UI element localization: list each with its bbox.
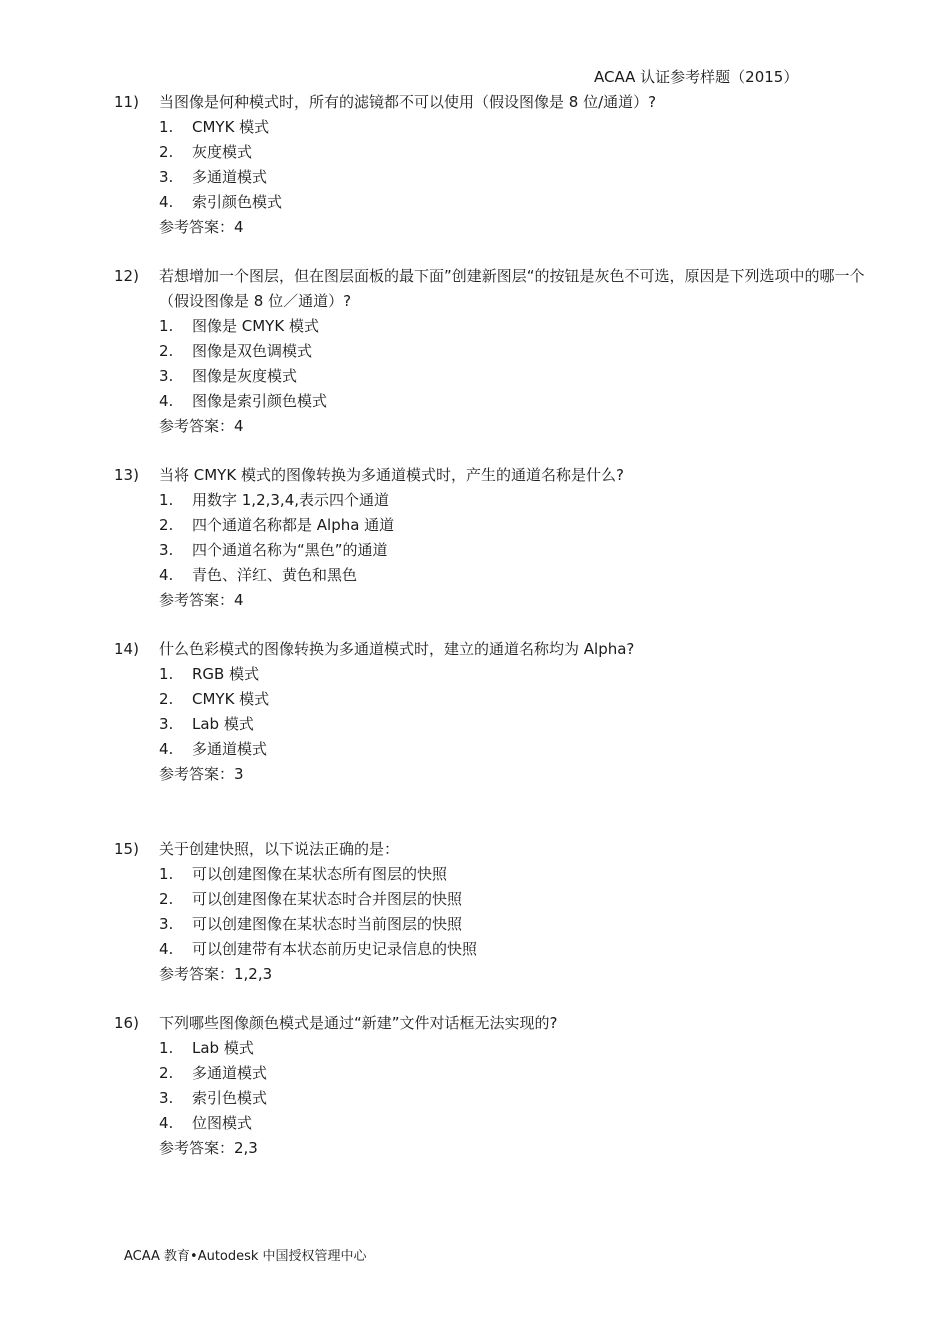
option-text: Lab 模式 [192, 1039, 254, 1057]
question-stem [0, 264, 950, 314]
question-number: 14) [114, 640, 139, 658]
option-2 [0, 1061, 950, 1086]
option-text: 青色、洋红、黄色和黑色 [192, 566, 358, 584]
option-number: 4. [159, 940, 174, 958]
option-text: Lab 模式 [192, 715, 254, 733]
option-number: 2. [159, 516, 174, 534]
option-1 [0, 115, 950, 140]
option-text: CMYK 模式 [192, 118, 270, 136]
option-3 [0, 165, 950, 190]
reference-answer: 参考答案：4 [159, 591, 244, 609]
option-number: 4. [159, 1114, 174, 1132]
question-12 [0, 264, 950, 439]
question-stem [0, 1011, 950, 1036]
option-text: 可以创建图像在某状态时合并图层的快照 [192, 890, 463, 908]
option-number: 2. [159, 143, 174, 161]
option-4 [0, 1111, 950, 1136]
option-1 [0, 314, 950, 339]
option-4 [0, 389, 950, 414]
option-2 [0, 513, 950, 538]
option-text: 图像是 CMYK 模式 [192, 317, 319, 335]
option-number: 1. [159, 491, 174, 509]
question-14 [0, 637, 950, 787]
option-1 [0, 488, 950, 513]
option-number: 1. [159, 317, 174, 335]
option-4 [0, 190, 950, 215]
option-4 [0, 737, 950, 762]
option-number: 1. [159, 665, 174, 683]
option-text: 图像是索引颜色模式 [192, 392, 328, 410]
question-stem [0, 90, 950, 115]
option-text: 可以创建图像在某状态所有图层的快照 [192, 865, 448, 883]
question-text: 当图像是何种模式时，所有的滤镜都不可以使用（假设图像是 8 位/通道）? [159, 93, 657, 111]
option-number: 2. [159, 890, 174, 908]
option-text: 四个通道名称为“黑色”的通道 [192, 541, 388, 559]
option-text: 多通道模式 [192, 1064, 268, 1082]
question-number: 15) [114, 840, 139, 858]
option-text: 用数字 1,2,3,4,表示四个通道 [192, 491, 390, 509]
question-15 [0, 837, 950, 987]
reference-answer: 参考答案：4 [159, 218, 244, 236]
option-text: 灰度模式 [192, 143, 253, 161]
option-3 [0, 364, 950, 389]
option-number: 2. [159, 1064, 174, 1082]
option-number: 3. [159, 168, 174, 186]
option-number: 2. [159, 690, 174, 708]
option-2 [0, 339, 950, 364]
option-1 [0, 1036, 950, 1061]
question-stem [0, 463, 950, 488]
option-number: 4. [159, 566, 174, 584]
option-number: 4. [159, 392, 174, 410]
question-number: 12) [114, 267, 139, 285]
page-footer: ACAA 教育•Autodesk 中国授权管理中心 [124, 1249, 367, 1264]
option-4 [0, 937, 950, 962]
question-text: 关于创建快照，以下说法正确的是： [159, 840, 400, 858]
option-text: 图像是双色调模式 [192, 342, 313, 360]
option-1 [0, 862, 950, 887]
option-text: 可以创建带有本状态前历史记录信息的快照 [192, 940, 478, 958]
option-3 [0, 1086, 950, 1111]
question-number: 13) [114, 466, 139, 484]
option-1 [0, 662, 950, 687]
question-text: 下列哪些图像颜色模式是通过“新建”文件对话框无法实现的? [159, 1014, 558, 1032]
reference-answer: 参考答案：3 [159, 765, 244, 783]
question-text: 当将 CMYK 模式的图像转换为多通道模式时，产生的通道名称是什么? [159, 466, 624, 484]
option-text: 多通道模式 [192, 168, 268, 186]
reference-answer: 参考答案：2,3 [159, 1139, 258, 1157]
option-number: 4. [159, 193, 174, 211]
option-3 [0, 538, 950, 563]
option-text: 索引色模式 [192, 1089, 268, 1107]
option-3 [0, 712, 950, 737]
option-text: 索引颜色模式 [192, 193, 283, 211]
option-text: 位图模式 [192, 1114, 253, 1132]
reference-answer: 参考答案：4 [159, 417, 244, 435]
option-number: 3. [159, 1089, 174, 1107]
option-number: 1. [159, 1039, 174, 1057]
option-2 [0, 887, 950, 912]
option-number: 3. [159, 367, 174, 385]
question-text: 若想增加一个图层，但在图层面板的最下面”创建新图层“的按钮是灰色不可选，原因是下列选项中的哪一个（假设图像是 8 位／通道）? [159, 267, 865, 310]
question-16 [0, 1011, 950, 1161]
option-text: 四个通道名称都是 Alpha 通道 [192, 516, 395, 534]
option-number: 3. [159, 915, 174, 933]
option-text: RGB 模式 [192, 665, 260, 683]
question-stem [0, 837, 950, 862]
option-number: 4. [159, 740, 174, 758]
page-header: ACAA 认证参考样题（2015） [594, 68, 799, 86]
option-text: 图像是灰度模式 [192, 367, 298, 385]
question-stem [0, 637, 950, 662]
question-number: 16) [114, 1014, 139, 1032]
option-number: 3. [159, 715, 174, 733]
option-2 [0, 140, 950, 165]
option-number: 1. [159, 118, 174, 136]
option-number: 2. [159, 342, 174, 360]
reference-answer: 参考答案：1,2,3 [159, 965, 273, 983]
option-text: 可以创建图像在某状态时当前图层的快照 [192, 915, 463, 933]
question-11 [0, 90, 950, 240]
option-4 [0, 563, 950, 588]
option-number: 1. [159, 865, 174, 883]
option-2 [0, 687, 950, 712]
question-13 [0, 463, 950, 613]
question-text: 什么色彩模式的图像转换为多通道模式时，建立的通道名称均为 Alpha? [159, 640, 635, 658]
option-text: CMYK 模式 [192, 690, 270, 708]
option-text: 多通道模式 [192, 740, 268, 758]
question-number: 11) [114, 93, 139, 111]
option-3 [0, 912, 950, 937]
option-number: 3. [159, 541, 174, 559]
